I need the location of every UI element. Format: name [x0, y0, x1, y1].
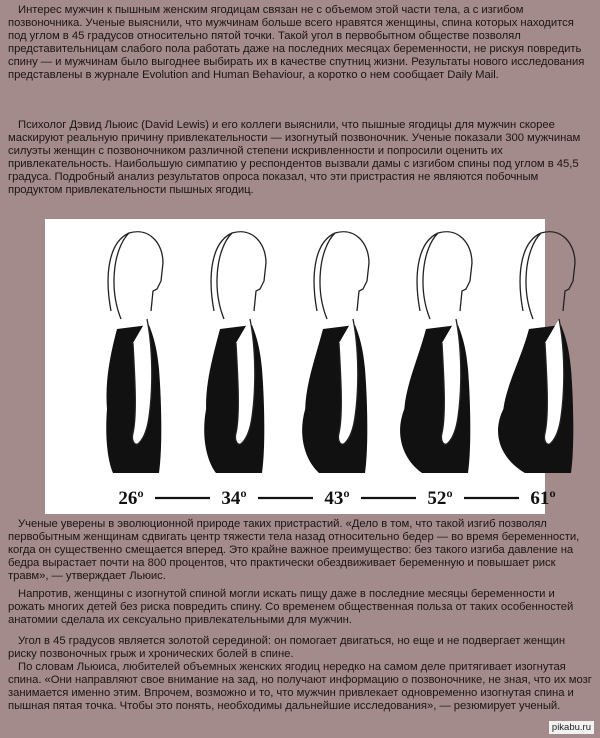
- hair-outline: [314, 232, 369, 319]
- silhouette-2: [204, 232, 266, 473]
- angle-label-5: 61º: [530, 488, 556, 509]
- article-paragraph-6: [8, 661, 592, 713]
- article-paragraph-5: [8, 635, 592, 661]
- angle-label-2: 34º: [221, 488, 247, 509]
- hair-outline: [211, 232, 266, 319]
- angle-label-3: 43º: [324, 488, 350, 509]
- dress-silhouette: [204, 325, 264, 473]
- article-paragraph-2: [8, 119, 592, 196]
- silhouette-5: [498, 232, 575, 473]
- paragraph-text: Напротив, женщины с изогнутой спиной могли искать пищу даже в последние месяцы беременности и рожать многих детей без риска повредить спину. Со временем общественная польза от таких особенностей анатомии сделала их сексуально привлекательными для мужчин.: [8, 588, 574, 626]
- paragraph-text: Угол в 45 градусов является золотой серединой: он помогает двигаться, но еще и не подвергает женщин риску позвоночных грыж и хронических болей в спине.: [8, 635, 566, 660]
- watermark: pikabu.ru: [549, 721, 594, 734]
- hair-outline: [417, 232, 472, 319]
- silhouette-4: [400, 232, 472, 473]
- paragraph-text: Интерес мужчин к пышным женским ягодицам связан не с объемом этой части тела, а с изгибом позвоночника. Ученые выяснили, что мужчинам больше всего нравятся женщины, спина которых находится под углом в 45 градусов относительно пятой точки. Такой угол в первобытном обществе позволял представительницам слабого пола работать даже на последних месяцах беременности, не рискуя повредить спину — и мужчинам было выгоднее выбирать их в качестве спутниц жизни. Результаты нового исследования представлены в журнале Evolution and Human Behaviour, а коротко о нем сообщает Daily Mail.: [8, 4, 585, 81]
- paragraph-text: Психолог Дэвид Льюис (David Lewis) и его коллеги выяснили, что пышные ягодицы для мужчин скорее маскируют реальную причину привлекательности — изогнутый позвоночник. Ученые показали 300 мужчинам силуэты женщин с позвоночником различной степени искривленности и попросили оценить их привлекательность. Наибольшую симпатию у респондентов вызвали дамы с изгибом спины под углом в 45,5 градуса. Подробный анализ результатов опроса показал, что эти пристрастия не являются побочным продуктом привлекательности пышных ягодиц.: [8, 119, 581, 196]
- hair-outline: [520, 232, 575, 319]
- article-paragraph-1: [8, 4, 592, 81]
- article-paragraph-3: [8, 518, 592, 583]
- silhouette-1: [106, 232, 163, 473]
- angle-label-4: 52º: [427, 488, 453, 509]
- silhouettes-svg: [45, 219, 556, 514]
- article-paragraph-4: [8, 588, 592, 627]
- spine-curvature-figure: [45, 219, 556, 514]
- paragraph-text: Ученые уверены в эволюционной природе таких пристрастий. «Дело в том, что такой изгиб позволял первобытным женщинам сдвигать центр тяжести тела назад относительно бедер — во время беременности, когда он существенно смещается вперед. Это крайне важное преимущество: без такого изгиба давление на бедра вырастает почти на 800 процентов, что практически обездвиживает беременную и повышает риск травм», — утверждает Льюис.: [8, 518, 580, 582]
- paragraph-text: По словам Льюиса, любителей объемных женских ягодиц нередко на самом деле притягивает изогнутая спина. «Они направляют свое внимание на зад, но получают информацию о позвоночнике, не зная, что их мозг занимается именно этим. Впрочем, возможно и то, что мужчин привлекает одновременно изогнутая спина и пышная пятая точка. Чтобы это понять, необходимы дальнейшие исследования», — резюмирует ученый.: [8, 661, 592, 712]
- silhouette-3: [302, 232, 369, 473]
- angle-label-1: 26º: [118, 488, 144, 509]
- hair-outline: [108, 232, 163, 319]
